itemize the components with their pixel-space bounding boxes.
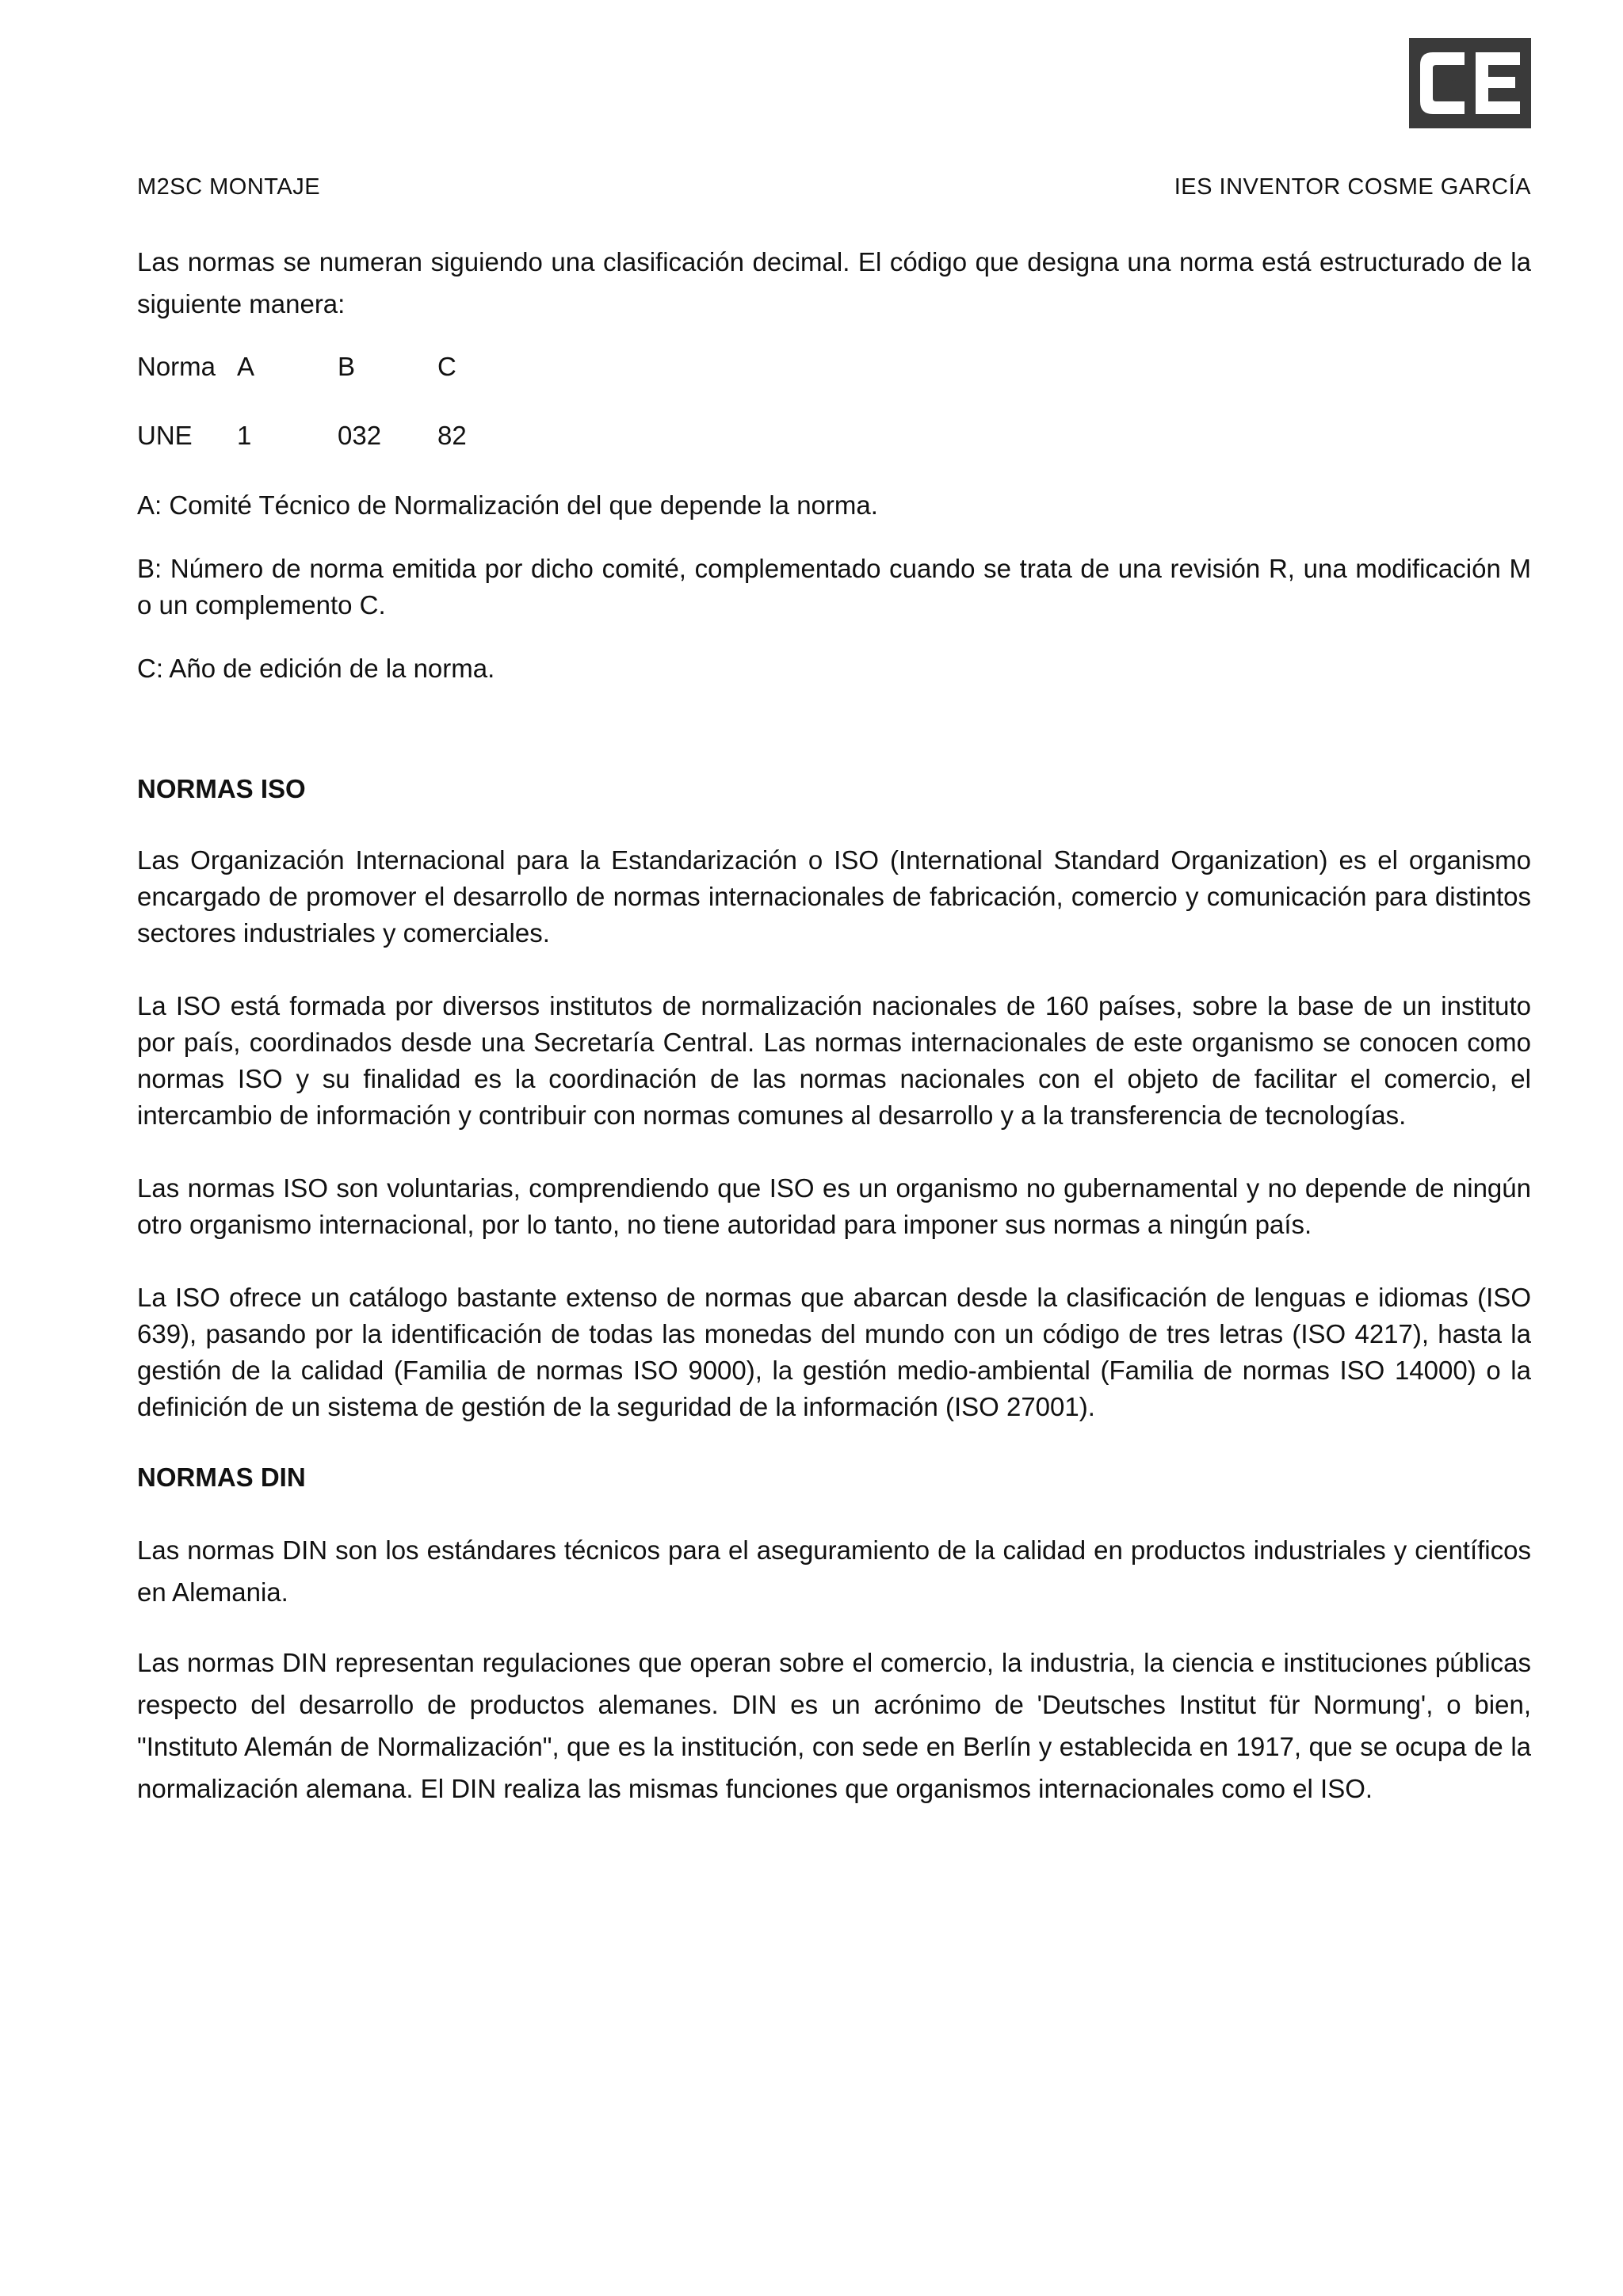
iso-paragraph-1: Las Organización Internacional para la Estandarización o ISO (International Standard Organization) es el organismo encargado de promover el desarrollo de normas internacionales de fabricación, comercio y comunicación para distintos sectores industriales y comerciales.	[137, 845, 1531, 948]
iso-paragraph-2: La ISO está formada por diversos institutos de normalización nacionales de 160 países, sobre la base de un instituto por país, coordinados desde una Secretaría Central. Las normas internacionales de este organismo se conocen como normas ISO y su finalidad es la coordinación de las normas nacionales con el objeto de facilitar el comercio, el intercambio de información y contribuir con normas comunes al desarrollo y a la transferencia de tecnologías.	[137, 991, 1531, 1130]
ce-logo-icon	[1409, 38, 1531, 128]
code-header-cell: C	[437, 352, 456, 381]
iso-heading: NORMAS ISO	[137, 774, 306, 803]
code-header-row	[137, 349, 1531, 385]
code-example-cell: 1	[237, 421, 252, 450]
document-body	[137, 241, 1531, 1810]
code-header-cell: Norma	[137, 352, 216, 381]
din-paragraph-2: Las normas DIN representan regulaciones que operan sobre el comercio, la industria, la ciencia e instituciones públicas respecto del desarrollo de productos alemanes. DIN es un acrónimo de 'Deutsches Institut für Normung', o bien, "Instituto Alemán de Normalización", que es la institución, con sede en Berlín y establecida en 1917, que se ocupa de la normalización alemana. El DIN realiza las mismas funciones que organismos internacionales como el ISO.	[137, 1648, 1531, 1803]
header-left-label: M2SC MONTAJE	[137, 174, 321, 200]
definition-a: A: Comité Técnico de Normalización del que depende la norma.	[137, 490, 878, 520]
definition-b: B: Número de norma emitida por dicho comité, complementado cuando se trata de una revisión R, una modificación M o un complemento C.	[137, 554, 1531, 620]
code-example-cell: 032	[338, 421, 382, 450]
intro-paragraph: Las normas se numeran siguiendo una clasificación decimal. El código que designa una norma está estructurado de la siguiente manera:	[137, 247, 1531, 318]
iso-paragraph-4: La ISO ofrece un catálogo bastante extenso de normas que abarcan desde la clasificación de lenguas e idiomas (ISO 639), pasando por la identificación de todas las monedas del mundo con un código de tres letras (ISO 4217), hasta la gestión de la calidad (Familia de normas ISO 9000), la gestión medio-ambiental (Familia de normas ISO 14000) o la definición de un sistema de gestión de la seguridad de la información (ISO 27001).	[137, 1283, 1531, 1421]
header-right-label: IES INVENTOR COSME GARCÍA	[1174, 174, 1531, 200]
din-paragraph-1: Las normas DIN son los estándares técnicos para el aseguramiento de la calidad en productos industriales y científicos en Alemania.	[137, 1535, 1531, 1607]
code-header-cell: A	[237, 352, 255, 381]
code-example-cell: 82	[437, 421, 467, 450]
running-header	[137, 174, 1531, 200]
iso-paragraph-3: Las normas ISO son voluntarias, comprendiendo que ISO es un organismo no gubernamental y no depende de ningún otro organismo internacional, por lo tanto, no tiene autoridad para imponer sus normas a ningún país.	[137, 1173, 1531, 1239]
code-header-cell: B	[338, 352, 356, 381]
code-example-cell: UNE	[137, 421, 193, 450]
din-heading: NORMAS DIN	[137, 1463, 306, 1492]
code-example-row	[137, 418, 1531, 454]
definition-c: C: Año de edición de la norma.	[137, 654, 495, 683]
